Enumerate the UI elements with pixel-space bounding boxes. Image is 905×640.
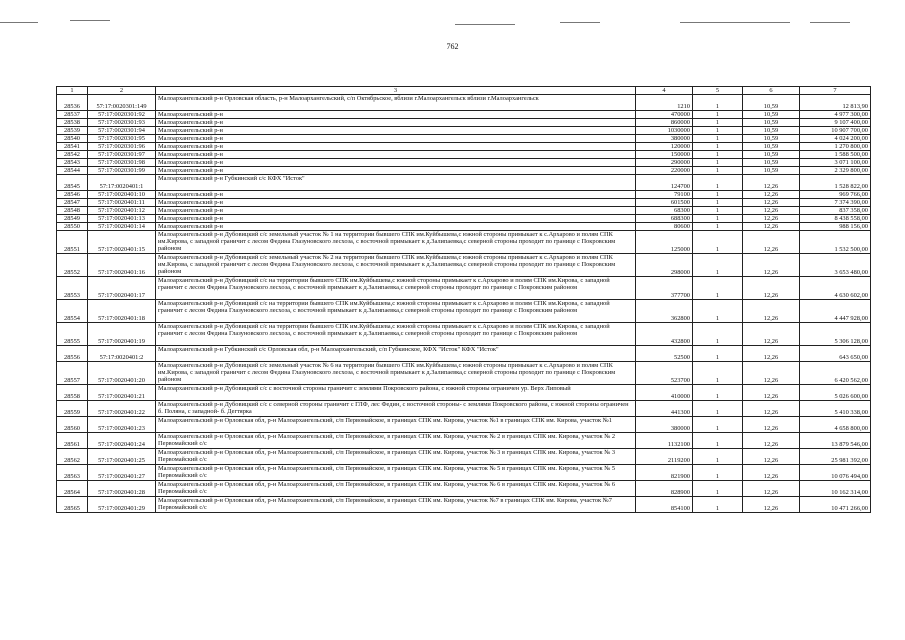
location-description: Малоархангельский р-н Дубовицкий с/с земельный участок № 1 на территории бывшего СПК им.Куйбышева,с южной стороны примыкает к с.Архарово и полям СПК им.Кирова, с западной граничит с лесом Федина Глазуновского лесхоза, с восточной примыкает к д.Залипаевка,с северной стороны проходит по границе с Покровским районом [156,231,636,254]
record-number: 28556 [57,346,88,362]
count-value: 1 [693,231,743,254]
cadastral-number: 57:17:0020301:98 [88,159,156,167]
table-row [57,199,871,207]
location-description: Малоархангельский р-н Дубовицкий с/с на территории бывшего СПК им.Куйбышева,с южной стороны примыкает к с.Архарово и полям СПК им.Кирова, с западной граничит с лесом Федина Глазуновского лесхоза, с восточной примыкает к д.Залипаевка,с северной стороны проходит по границе с Покровским районом [156,300,636,323]
cadastral-number: 57:17:0020401:23 [88,417,156,433]
table-row [57,151,871,159]
count-value: 1 [693,254,743,277]
table-row [57,417,871,433]
rate-value: 10,59 [743,95,800,111]
record-number: 28553 [57,277,88,300]
location-description: Малоархангельский р-н Орловская обл, р-н Малоархангельский, с/п Первомайское, в границах СПК им. Кирова, участок № 2 в границах СПК им. Кирова, участок № 2 Первомайский с/с [156,433,636,449]
table-row [57,401,871,417]
rate-value: 12,26 [743,277,800,300]
cadastral-value: 8 438 558,00 [800,215,871,223]
cadastral-number: 57:17:0020401:15 [88,231,156,254]
count-value: 1 [693,401,743,417]
location-description: Малоархангельский р-н Дубовицкий с/с на территории бывшего СПК им.Куйбышева,с южной стороны примыкает к с.Архарово и полям СПК им.Кирова, с западной граничит с лесом Федина Глазуновского лесхоза, с восточной примыкает к д.Залипаевка,с северной стороны проходит по границе с Покровским районом [156,323,636,346]
table-row [57,95,871,111]
rate-value: 10,59 [743,143,800,151]
table-row [57,167,871,175]
table-row [57,465,871,481]
rate-value: 10,59 [743,167,800,175]
table-row [57,449,871,465]
cadastral-value: 10 471 266,00 [800,497,871,513]
count-value: 1 [693,323,743,346]
table-row [57,481,871,497]
count-value: 1 [693,127,743,135]
area-value: 410000 [636,385,693,401]
cadastral-number: 57:17:0020401:21 [88,385,156,401]
record-number: 28559 [57,401,88,417]
rate-value: 12,26 [743,300,800,323]
table-row [57,207,871,215]
cadastral-number: 57:17:0020401:10 [88,191,156,199]
cadastral-value: 3 071 100,00 [800,159,871,167]
location-description: Малоархангельский р-н [156,199,636,207]
record-number: 28560 [57,417,88,433]
scan-artifact-line [70,20,110,21]
cadastral-number: 57:17:0020401:28 [88,481,156,497]
area-value: 52500 [636,346,693,362]
location-description: Малоархангельский р-н [156,119,636,127]
cadastral-number: 57:17:0020401:25 [88,449,156,465]
record-number: 28554 [57,300,88,323]
table-row [57,119,871,127]
record-number: 28552 [57,254,88,277]
record-number: 28541 [57,143,88,151]
location-description: Малоархангельский р-н Орловская обл, р-н Малоархангельский, с/п Первомайское, в границах СПК им. Кирова, участок №7 в границах СПК им. Кирова, участок №7 Первомайский с/с [156,497,636,513]
rate-value: 10,59 [743,111,800,119]
cadastral-value: 4 447 928,00 [800,300,871,323]
record-number: 28551 [57,231,88,254]
cadastral-value: 9 107 400,00 [800,119,871,127]
cadastral-value: 3 653 480,00 [800,254,871,277]
area-value: 80600 [636,223,693,231]
rate-value: 12,26 [743,385,800,401]
area-value: 860000 [636,119,693,127]
location-description: Малоархангельский р-н Дубовицкий с/с земельный участок № 6 на территории бывшего СПК им.Куйбышева,с южной стороны примыкает к с.Архарово и полям СПК им.Кирова, с западной граничит с лесом Федина Глазуновского лесхоза, с восточной примыкает к д.Залипаевка,с северной стороны проходит по границе с Покровским районом [156,362,636,385]
count-value: 1 [693,465,743,481]
area-value: 523700 [636,362,693,385]
table-row [57,231,871,254]
scan-artifact-line [455,24,515,25]
cadastral-number: 57:17:0020401:29 [88,497,156,513]
cadastral-number: 57:17:0020401:12 [88,207,156,215]
table-row [57,254,871,277]
table-row [57,323,871,346]
record-number: 28565 [57,497,88,513]
cadastral-value: 5 410 338,00 [800,401,871,417]
location-description: Малоархангельский р-н Губкинский с/с Орловская обл, р-н Малоархангельский, с/п Губкинское, КФХ "Исток" КФХ "Исток" [156,346,636,362]
area-value: 854100 [636,497,693,513]
count-value: 1 [693,143,743,151]
area-value: 362800 [636,300,693,323]
record-number: 28548 [57,207,88,215]
area-value: 290000 [636,159,693,167]
cadastral-value: 7 374 390,00 [800,199,871,207]
area-value: 1030000 [636,127,693,135]
cadastral-value: 5 306 128,00 [800,323,871,346]
count-value: 1 [693,497,743,513]
rate-value: 10,59 [743,119,800,127]
cadastral-value: 4 977 300,00 [800,111,871,119]
table-row [57,135,871,143]
location-description: Малоархангельский р-н [156,111,636,119]
table-row [57,175,871,191]
location-description: Малоархангельский р-н Дубовицкий с/с с северной стороны граничит с ГЛФ, лес Федин, с восточной стороны- с землями Покровского района, с южной стороны ограничен б. Поляна, с западной- б. Дегтярка [156,401,636,417]
area-value: 432800 [636,323,693,346]
rate-value: 12,26 [743,231,800,254]
table-row [57,362,871,385]
count-value: 1 [693,362,743,385]
cadastral-number: 57:17:0020401:11 [88,199,156,207]
cadastral-value: 10 162 314,00 [800,481,871,497]
count-value: 1 [693,433,743,449]
area-value: 298000 [636,254,693,277]
area-value: 380000 [636,135,693,143]
location-description: Малоархангельский р-н [156,151,636,159]
cadastral-number: 57:17:0020401:19 [88,323,156,346]
location-description: Малоархангельский р-н [156,159,636,167]
cadastral-number: 57:17:0020301:92 [88,111,156,119]
cadastral-number: 57:17:0020301:95 [88,135,156,143]
area-value: 120000 [636,143,693,151]
area-value: 2119200 [636,449,693,465]
location-description: Малоархангельский р-н [156,223,636,231]
record-number: 28546 [57,191,88,199]
table-row [57,159,871,167]
record-number: 28555 [57,323,88,346]
page-number: 762 [446,42,459,51]
record-number: 28545 [57,175,88,191]
cadastral-value: 4 024 200,00 [800,135,871,143]
rate-value: 12,26 [743,417,800,433]
cadastral-number: 57:17:0020401:16 [88,254,156,277]
location-description: Малоархангельский р-н [156,207,636,215]
area-value: 150000 [636,151,693,159]
location-description: Малоархангельский р-н Орловская обл, р-н Малоархангельский, с/п Первомайское, в границах СПК им. Кирова, участок № 6 в границах СПК им. Кирова, участок № 6 Первомайский с/с [156,481,636,497]
column-header: 3 [156,87,636,95]
record-number: 28549 [57,215,88,223]
cadastral-value: 5 026 600,00 [800,385,871,401]
rate-value: 10,59 [743,159,800,167]
cadastral-value: 13 879 546,00 [800,433,871,449]
count-value: 1 [693,346,743,362]
record-number: 28543 [57,159,88,167]
cadastral-value: 988 156,00 [800,223,871,231]
area-value: 377700 [636,277,693,300]
column-header: 2 [88,87,156,95]
scan-artifact-line [0,22,38,23]
table-row [57,277,871,300]
rate-value: 12,26 [743,449,800,465]
rate-value: 12,26 [743,223,800,231]
cadastral-value: 12 813,90 [800,95,871,111]
cadastral-value: 2 329 800,00 [800,167,871,175]
cadastral-value: 969 766,00 [800,191,871,199]
record-number: 28561 [57,433,88,449]
cadastral-value: 4 658 800,00 [800,417,871,433]
cadastral-number: 57:17:0020401:13 [88,215,156,223]
cadastral-value: 1 532 500,00 [800,231,871,254]
table-row [57,385,871,401]
table-row [57,497,871,513]
record-number: 28536 [57,95,88,111]
count-value: 1 [693,449,743,465]
count-value: 1 [693,277,743,300]
location-description: Малоархангельский р-н [156,167,636,175]
rate-value: 12,26 [743,346,800,362]
count-value: 1 [693,207,743,215]
record-number: 28537 [57,111,88,119]
rate-value: 12,26 [743,191,800,199]
cadastral-value: 6 420 562,00 [800,362,871,385]
record-number: 28562 [57,449,88,465]
count-value: 1 [693,385,743,401]
count-value: 1 [693,159,743,167]
area-value: 441300 [636,401,693,417]
cadastral-number: 57:17:0020401:24 [88,433,156,449]
area-value: 601500 [636,199,693,207]
rate-value: 12,26 [743,215,800,223]
scan-artifact-line [680,22,790,23]
record-number: 28564 [57,481,88,497]
cadastral-number: 57:17:0020401:1 [88,175,156,191]
rate-value: 12,26 [743,323,800,346]
location-description: Малоархангельский р-н Орловская обл, р-н Малоархангельский, с/п Первомайское, в границах СПК им. Кирова, участок №1 в границах СПК им. Кирова, участок №1 [156,417,636,433]
rate-value: 12,26 [743,497,800,513]
area-value: 125000 [636,231,693,254]
table-row [57,223,871,231]
cadastral-number: 57:17:0020301:93 [88,119,156,127]
count-value: 1 [693,417,743,433]
count-value: 1 [693,167,743,175]
rate-value: 12,26 [743,362,800,385]
count-value: 1 [693,481,743,497]
land-register-table [56,86,871,513]
area-value: 470000 [636,111,693,119]
area-value: 821900 [636,465,693,481]
table-row [57,300,871,323]
area-value: 688300 [636,215,693,223]
count-value: 1 [693,199,743,207]
column-number-row [57,87,871,95]
location-description: Малоархангельский р-н Дубовицкий с/с земельный участок № 2 на территории бывшего СПК им.Куйбышева,с южной стороны примыкает к с.Архарово и полям СПК им.Кирова, с западной граничит с лесом Федина Глазуновского лесхоза, с восточной примыкает к д.Залипаевка,с северной стороны проходит по границе с Покровским районом [156,254,636,277]
record-number: 28540 [57,135,88,143]
cadastral-value: 1 270 800,00 [800,143,871,151]
table-row [57,433,871,449]
rate-value: 12,26 [743,254,800,277]
record-number: 28538 [57,119,88,127]
location-description: Малоархангельский р-н [156,127,636,135]
rate-value: 12,26 [743,433,800,449]
location-description: Малоархангельский р-н [156,191,636,199]
area-value: 380000 [636,417,693,433]
location-description: Малоархангельский р-н [156,143,636,151]
location-description: Малоархангельский р-н Дубовицкий с/с с восточной стороны граничит с землями Покровского района, с южной стороны ограничен ур. Верх Липовый [156,385,636,401]
area-value: 220000 [636,167,693,175]
rate-value: 10,59 [743,127,800,135]
cadastral-number: 57:17:0020401:2 [88,346,156,362]
location-description: Малоархангельский р-н [156,135,636,143]
rate-value: 12,26 [743,465,800,481]
record-number: 28550 [57,223,88,231]
record-number: 28558 [57,385,88,401]
cadastral-number: 57:17:0020301:97 [88,151,156,159]
cadastral-value: 10 907 700,00 [800,127,871,135]
count-value: 1 [693,151,743,159]
cadastral-value: 1 588 500,00 [800,151,871,159]
count-value: 1 [693,175,743,191]
rate-value: 10,59 [743,151,800,159]
cadastral-value: 837 358,00 [800,207,871,215]
location-description: Малоархангельский р-н Орловская обл, р-н Малоархангельский, с/п Первомайское, в границах СПК им. Кирова, участок № 5 в границах СПК им. Кирова, участок № 5 Первомайский с/с [156,465,636,481]
cadastral-number: 57:17:0020401:20 [88,362,156,385]
table-body [57,87,871,513]
cadastral-number: 57:17:0020401:27 [88,465,156,481]
count-value: 1 [693,300,743,323]
cadastral-number: 57:17:0020401:22 [88,401,156,417]
record-number: 28542 [57,151,88,159]
location-description: Малоархангельский р-н Дубовицкий с/с на территории бывшего СПК им.Куйбышева,с южной стороны примыкает к с.Архарово и полям СПК им.Кирова, с западной граничит с лесом Федина Глазуновского лесхоза, с восточной примыкает к д.Залипаевка,с северной стороны проходит по границе с Покровским районом [156,277,636,300]
area-value: 68300 [636,207,693,215]
rate-value: 12,26 [743,207,800,215]
area-value: 124700 [636,175,693,191]
area-value: 1210 [636,95,693,111]
column-header: 5 [693,87,743,95]
record-number: 28539 [57,127,88,135]
cadastral-value: 25 981 392,00 [800,449,871,465]
cadastral-value: 10 076 494,00 [800,465,871,481]
column-header: 7 [800,87,871,95]
table-row [57,191,871,199]
record-number: 28547 [57,199,88,207]
column-header: 1 [57,87,88,95]
record-number: 28563 [57,465,88,481]
cadastral-number: 57:17:0020301:96 [88,143,156,151]
cadastral-number: 57:17:0020401:18 [88,300,156,323]
count-value: 1 [693,191,743,199]
scan-artifact-line [810,22,850,23]
column-header: 6 [743,87,800,95]
cadastral-value: 643 650,00 [800,346,871,362]
cadastral-value: 4 630 602,00 [800,277,871,300]
area-value: 79100 [636,191,693,199]
cadastral-number: 57:17:0020401:14 [88,223,156,231]
table-row [57,143,871,151]
rate-value: 12,26 [743,199,800,207]
scan-artifact-line [560,22,600,23]
count-value: 1 [693,119,743,127]
table-row [57,127,871,135]
table-row [57,215,871,223]
area-value: 828900 [636,481,693,497]
rate-value: 12,26 [743,175,800,191]
location-description: Малоархангельский р-н Губкинский с/с КФХ "Исток" [156,175,636,191]
location-description: Малоархангельский р-н [156,215,636,223]
count-value: 1 [693,223,743,231]
record-number: 28557 [57,362,88,385]
count-value: 1 [693,95,743,111]
count-value: 1 [693,135,743,143]
table-row [57,346,871,362]
record-number: 28544 [57,167,88,175]
rate-value: 12,26 [743,401,800,417]
cadastral-number: 57:17:0020301:149 [88,95,156,111]
location-description: Малоархангельский р-н Орловская обл, р-н Малоархангельский, с/п Первомайское, в границах СПК им. Кирова, участок № 3 в границах СПК им. Кирова, участок № 3 Первомайский с/с [156,449,636,465]
cadastral-number: 57:17:0020401:17 [88,277,156,300]
cadastral-value: 1 528 822,00 [800,175,871,191]
cadastral-number: 57:17:0020301:99 [88,167,156,175]
rate-value: 12,26 [743,481,800,497]
count-value: 1 [693,111,743,119]
table-row [57,111,871,119]
cadastral-number: 57:17:0020301:94 [88,127,156,135]
location-description: Малоархангельский р-н Орловская область, р-н Малоархангельский, с/п Октябрьское, вблизи г.Малоархангельск вблизи г.Малоархангельск [156,95,636,111]
count-value: 1 [693,215,743,223]
column-header: 4 [636,87,693,95]
area-value: 1132100 [636,433,693,449]
rate-value: 10,59 [743,135,800,143]
